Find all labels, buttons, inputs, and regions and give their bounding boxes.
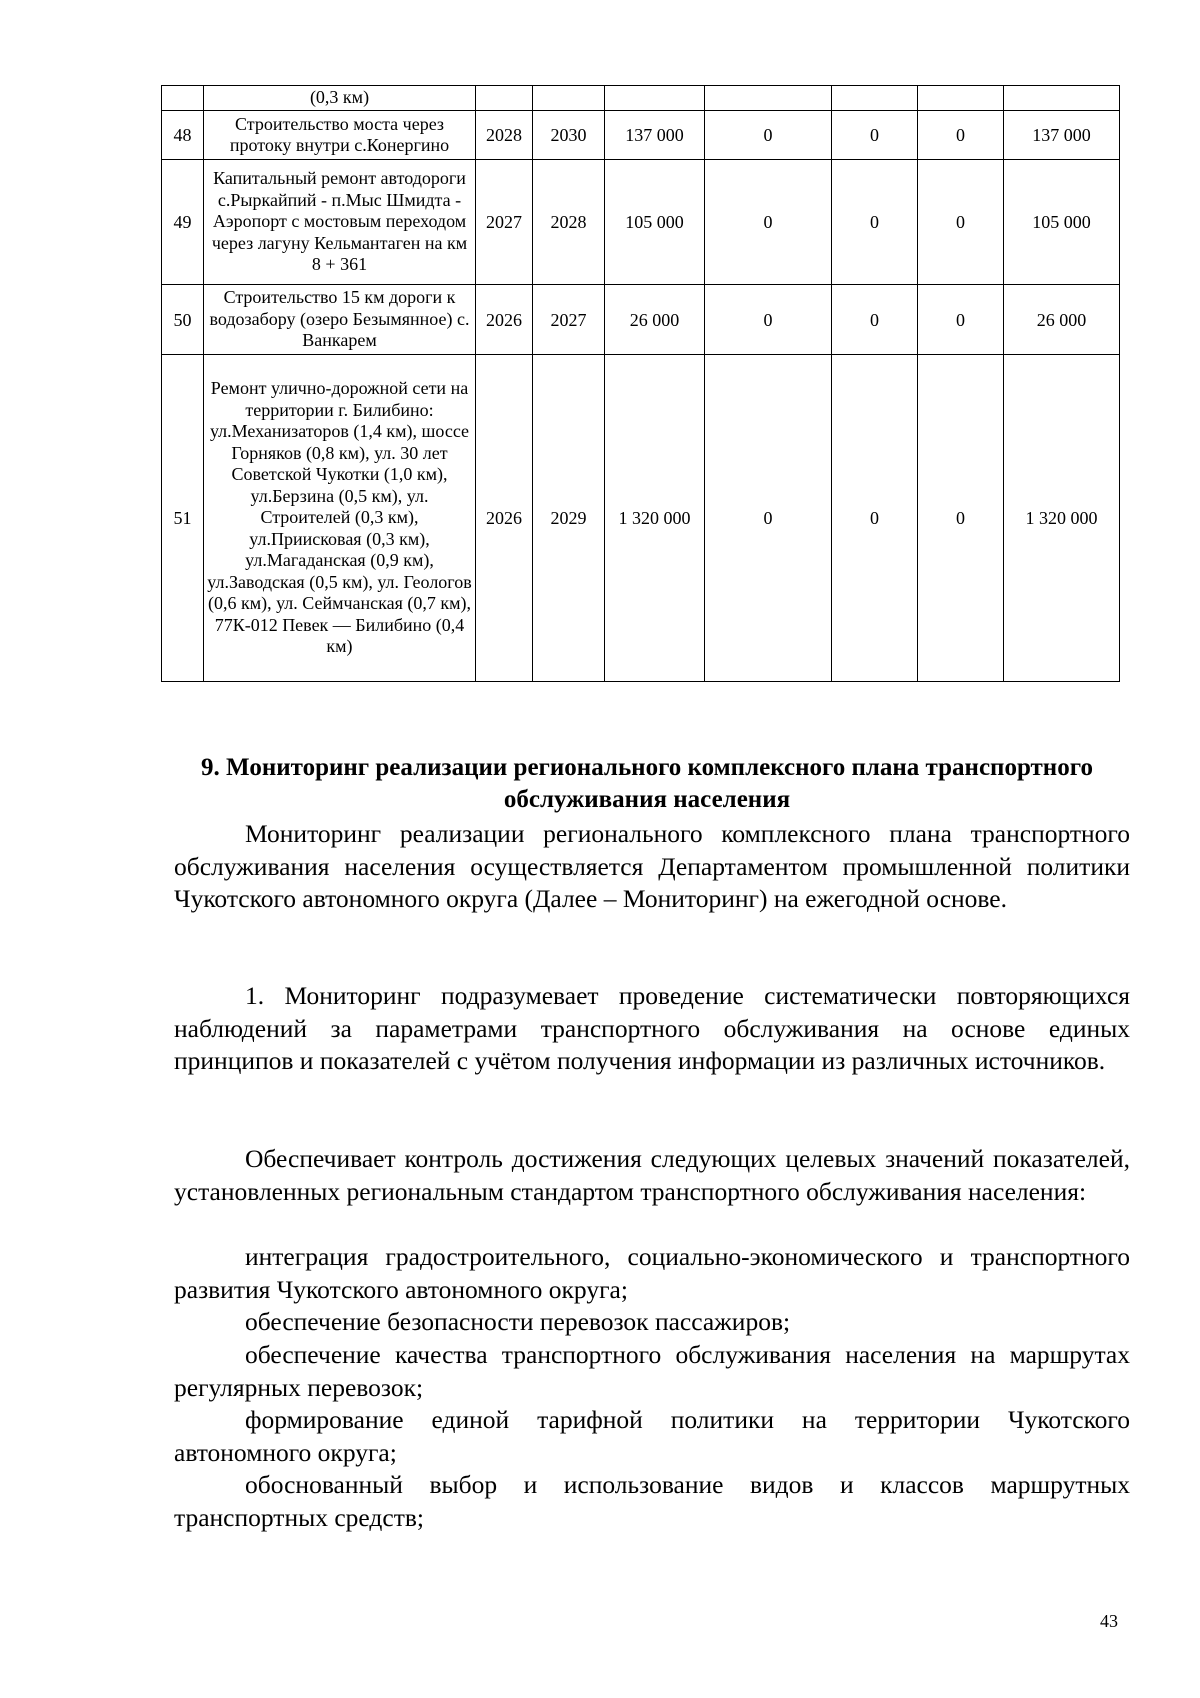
list-item: обоснованный выбор и использование видов и классов маршрутных транспортных средств; [174,1470,1130,1532]
section-heading: 9. Мониторинг реализации регионального комплексного плана транспортного обслуживания населения [201,754,1093,813]
list-item: обеспечение качества транспортного обслуживания населения на маршрутах регулярных перевозок; [174,1340,1130,1402]
list-item: интеграция градостроительного, социально-экономического и транспортного развития Чукотского автономного округа; [174,1242,1130,1304]
cost-col-1: 0 [705,355,832,682]
project-name: Строительство 15 км дороги к водозабору (озеро Безымянное) с. Ванкарем [204,285,476,355]
project-name: (0,3 км) [204,86,476,111]
cost-col-1: 0 [705,111,832,160]
table-row [162,111,1120,160]
cost-col-3 [918,86,1004,111]
start-year: 2027 [476,160,533,285]
row-number: 50 [162,285,204,355]
row-number: 51 [162,355,204,682]
paragraph-monitoring-definition: 1. Мониторинг подразумевает проведение систематически повторяющихся наблюдений за параметрами транспортного обслуживания на основе единых принципов и показателей с учётом получения информации из различных источников. [174,981,1130,1075]
row-number: 49 [162,160,204,285]
cost-col-2: 0 [832,355,918,682]
total-cost: 26 000 [605,285,705,355]
project-name: Капитальный ремонт автодороги с.Рыркайпий - п.Мыс Шмидта - Аэропорт с мостовым переходом через лагуну Кельмантаген на км 8 + 361 [204,160,476,285]
cost-col-1: 0 [705,285,832,355]
cost-col-2: 0 [832,160,918,285]
projects-table [161,85,1120,682]
start-year: 2028 [476,111,533,160]
cost-col-3: 0 [918,355,1004,682]
cost-col-4 [1004,86,1120,111]
end-year: 2030 [533,111,605,160]
start-year: 2026 [476,355,533,682]
end-year [533,86,605,111]
cost-col-1 [705,86,832,111]
table-row [162,285,1120,355]
page-number: 43 [1100,1611,1118,1631]
total-cost: 105 000 [605,160,705,285]
project-name: Строительство моста через протоку внутри с.Конергино [204,111,476,160]
cost-col-2: 0 [832,285,918,355]
table-row [162,355,1120,682]
end-year: 2027 [533,285,605,355]
cost-col-4: 137 000 [1004,111,1120,160]
start-year [476,86,533,111]
cost-col-3: 0 [918,111,1004,160]
cost-col-4: 105 000 [1004,160,1120,285]
end-year: 2029 [533,355,605,682]
total-cost [605,86,705,111]
project-name: Ремонт улично-дорожной сети на территории г. Билибино: ул.Механизаторов (1,4 км), шоссе Горняков (0,8 км), ул. 30 лет Советской Чукотки (1,0 км), ул.Берзина (0,5 км), ул. Строителей (0,3 км), ул.Приисковая (0,3 км), ул.Магаданская (0,9 км), ул.Заводская (0,5 км), ул. Геологов (0,6 км), ул. Сеймчанская (0,7 км), 77К-012 Певек — Билибино (0,4 км) [204,355,476,682]
total-cost: 137 000 [605,111,705,160]
row-number [162,86,204,111]
cost-col-4: 1 320 000 [1004,355,1120,682]
row-number: 48 [162,111,204,160]
paragraph-monitoring-intro: Мониторинг реализации регионального комплексного плана транспортного обслуживания населения осуществляется Департаментом промышленной политики Чукотского автономного округа (Далее – Мониторинг) на ежегодной основе. [174,819,1130,913]
table-row [162,86,1120,111]
paragraph-targets-intro: Обеспечивает контроль достижения следующих целевых значений показателей, установленных региональным стандартом транспортного обслуживания населения: [174,1144,1130,1206]
cost-col-4: 26 000 [1004,285,1120,355]
table-row [162,160,1120,285]
cost-col-3: 0 [918,285,1004,355]
end-year: 2028 [533,160,605,285]
start-year: 2026 [476,285,533,355]
total-cost: 1 320 000 [605,355,705,682]
list-item: формирование единой тарифной политики на территории Чукотского автономного округа; [174,1405,1130,1467]
cost-col-2: 0 [832,111,918,160]
list-item: обеспечение безопасности перевозок пассажиров; [245,1307,791,1336]
cost-col-3: 0 [918,160,1004,285]
cost-col-1: 0 [705,160,832,285]
cost-col-2 [832,86,918,111]
